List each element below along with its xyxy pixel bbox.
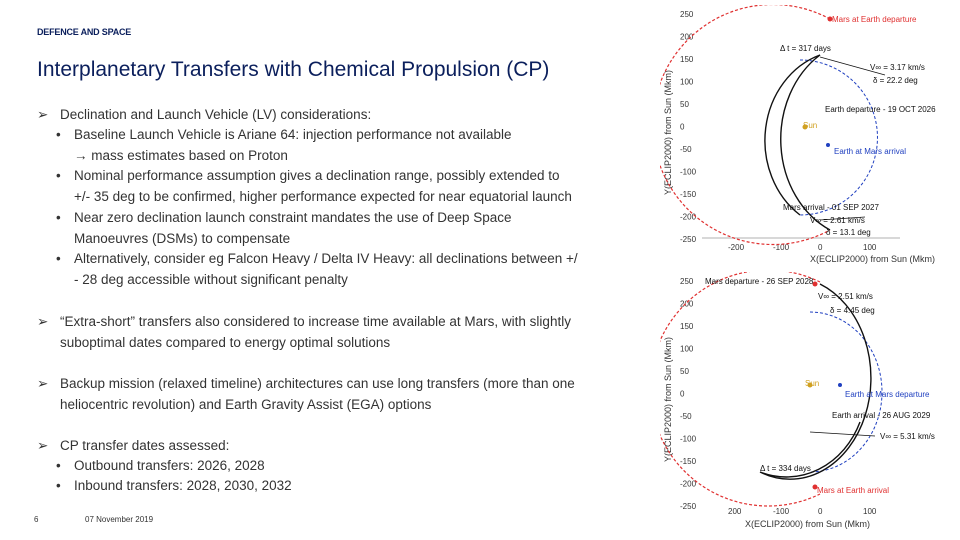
bullet-backup — [37, 373, 647, 415]
earth-marker — [826, 143, 830, 147]
y-tick-label: 100 — [680, 77, 694, 87]
y-axis-label: Y(ECLIP2000) from Sun (Mkm) — [663, 336, 673, 462]
list-item: • Baseline Launch Vehicle is Ariane 64: injection performance not available — [56, 127, 512, 142]
page-title: Interplanetary Transfers with Chemical Propulsion (CP) — [37, 58, 550, 81]
arrow-bullet-icon: ➢ — [37, 375, 49, 391]
y-tick-label: 250 — [680, 277, 694, 286]
vinf-arrow — [810, 432, 875, 436]
y-tick-label: 0 — [680, 389, 685, 399]
y-tick-label: 150 — [680, 322, 694, 331]
y-tick-label: -100 — [680, 167, 697, 177]
sub-text: Manoeuvres (DSMs) to compensate — [74, 230, 291, 246]
sub-text: Outbound transfers: 2026, 2028 — [74, 457, 265, 473]
x-tick-label: 100 — [863, 243, 877, 252]
footer-date: 07 November 2019 — [85, 515, 154, 524]
bullet-text: suboptimal dates compared to energy optimal solutions — [60, 334, 391, 350]
bullet-text: “Extra-short” transfers also considered to increase time available at Mars, with slightly — [60, 313, 571, 329]
y-tick-label: -50 — [680, 145, 692, 154]
sub-text: - 28 deg accessible without significant penalty — [74, 271, 348, 287]
mars-departure-label: Mars departure - 26 SEP 2028 — [705, 277, 814, 286]
sub-text: Nominal performance assumption gives a declination range, possibly extended to — [74, 168, 560, 184]
sub-text: Near zero declination launch constraint mandates the use of Deep Space — [74, 209, 512, 225]
x-tick-label: -100 — [773, 507, 790, 516]
dt-label: Δ t = 334 days — [760, 464, 811, 473]
list-item: • Alternatively, consider eg Falcon Heavy / Delta IV Heavy: all declinations between +/ — [56, 251, 578, 267]
vinf2-label: V∞ = 5.31 km/s — [880, 432, 935, 441]
mars-arrival-label: Mars arrival - 01 SEP 2027 — [783, 203, 879, 212]
earth-at-mars-label: Earth at Mars arrival — [834, 147, 907, 156]
list-item: • Near zero declination launch constraint mandates the use of Deep Space — [56, 209, 512, 225]
sub-text: Alternatively, consider eg Falcon Heavy / Delta IV Heavy: all declinations between +/ — [74, 251, 578, 267]
arrow-bullet-icon: ➢ — [37, 313, 49, 329]
sub-text: → mass estimates based on Proton — [74, 147, 288, 163]
bullet-text: heliocentric revolution) and Earth Gravity Assist (EGA) options — [60, 396, 432, 412]
delta-label: δ = 4.45 deg — [830, 306, 875, 315]
x-axis-label: X(ECLIP2000) from Sun (Mkm) — [745, 519, 871, 529]
x-tick-label: 0 — [818, 507, 823, 516]
earth-marker — [838, 383, 842, 387]
y-tick-label: 200 — [680, 299, 694, 309]
sun-label: Sun — [805, 379, 820, 388]
arrow-bullet-icon: ➢ — [37, 437, 49, 453]
section-label: DEFENCE AND SPACE — [37, 27, 132, 37]
vinf-label: V∞ = 2.51 km/s — [818, 292, 873, 301]
y-tick-label: 0 — [680, 122, 685, 132]
y-tick-label: 50 — [680, 367, 689, 376]
x-tick-label: 200 — [728, 507, 742, 516]
list-item: • Inbound transfers: 2028, 2030, 2032 — [56, 478, 292, 494]
page-number: 6 — [34, 515, 39, 524]
vinf-label: V∞ = 3.17 km/s — [870, 63, 925, 72]
list-item — [37, 229, 647, 250]
sub-text: Baseline Launch Vehicle is Ariane 64: injection performance not available — [74, 127, 512, 142]
list-item — [37, 270, 647, 291]
x-tick-label: 100 — [863, 507, 877, 516]
x-axis-label: X(ECLIP2000) from Sun (Mkm) — [810, 254, 936, 264]
y-tick-label: 200 — [680, 32, 694, 42]
bullet-dates — [37, 435, 647, 456]
delta2-label: δ = 13.1 deg — [826, 228, 871, 237]
y-axis-label: Y(ECLIP2000) from Sun (Mkm) — [663, 69, 673, 195]
list-item — [37, 146, 647, 167]
y-tick-labels — [680, 277, 697, 511]
y-tick-label: 100 — [680, 344, 694, 354]
sub-text: Inbound transfers: 2028, 2030, 2032 — [74, 478, 292, 494]
y-tick-label: -250 — [680, 502, 697, 511]
dt-label: Δ t = 317 days — [780, 44, 831, 53]
bullet-text: Declination and Launch Vehicle (LV) considerations: — [60, 107, 372, 122]
x-tick-label: -100 — [773, 243, 790, 252]
list-item: • Nominal performance assumption gives a declination range, possibly extended to — [56, 168, 560, 184]
y-tick-label: -150 — [680, 190, 697, 199]
earth-arrival-label: Earth arrival - 26 AUG 2029 — [832, 411, 931, 420]
y-tick-label: -100 — [680, 434, 697, 444]
x-tick-label: -200 — [728, 243, 745, 252]
earth-departure-label: Earth departure - 19 OCT 2026 — [825, 105, 936, 114]
x-tick-labels — [728, 507, 877, 516]
mars-at-earth-arrival-label: Mars at Earth arrival — [817, 486, 890, 495]
y-tick-label: -200 — [680, 479, 697, 489]
arrow-bullet-icon: ➢ — [37, 107, 49, 122]
bullet-text: Backup mission (relaxed timeline) architectures can use long transfers (more than one — [60, 375, 575, 391]
legend-mars: Mars at Earth departure — [832, 15, 917, 24]
sub-list-dates — [37, 456, 647, 497]
delta-label: δ = 22.2 deg — [873, 76, 918, 85]
y-tick-label: -200 — [680, 212, 697, 222]
y-tick-label: -250 — [680, 235, 697, 244]
vinf2-label: V∞ = 2.61 km/s — [810, 216, 865, 225]
bullet-extra-short — [37, 311, 647, 353]
x-tick-label: 0 — [818, 243, 823, 252]
y-tick-label: 50 — [680, 100, 689, 109]
outbound-trajectory-plot — [660, 5, 950, 270]
x-tick-labels — [728, 243, 877, 252]
y-tick-label: -150 — [680, 457, 697, 466]
earth-at-mars-departure-label: Earth at Mars departure — [845, 390, 930, 399]
y-tick-label: 250 — [680, 10, 694, 19]
inbound-trajectory-plot — [660, 272, 950, 537]
y-tick-label: 150 — [680, 55, 694, 64]
bullet-content — [37, 104, 647, 497]
sub-text: +/- 35 deg to be confirmed, higher performance expected for near equatorial launch — [74, 189, 572, 205]
list-item: • Outbound transfers: 2026, 2028 — [56, 457, 265, 473]
bullet-text: CP transfer dates assessed: — [60, 437, 230, 453]
bullet-declination — [37, 104, 647, 125]
y-tick-label: -50 — [680, 412, 692, 421]
sun-label: Sun — [803, 121, 818, 130]
sub-list-declination — [37, 125, 647, 291]
earth-orbit — [800, 60, 877, 215]
list-item — [37, 187, 647, 208]
